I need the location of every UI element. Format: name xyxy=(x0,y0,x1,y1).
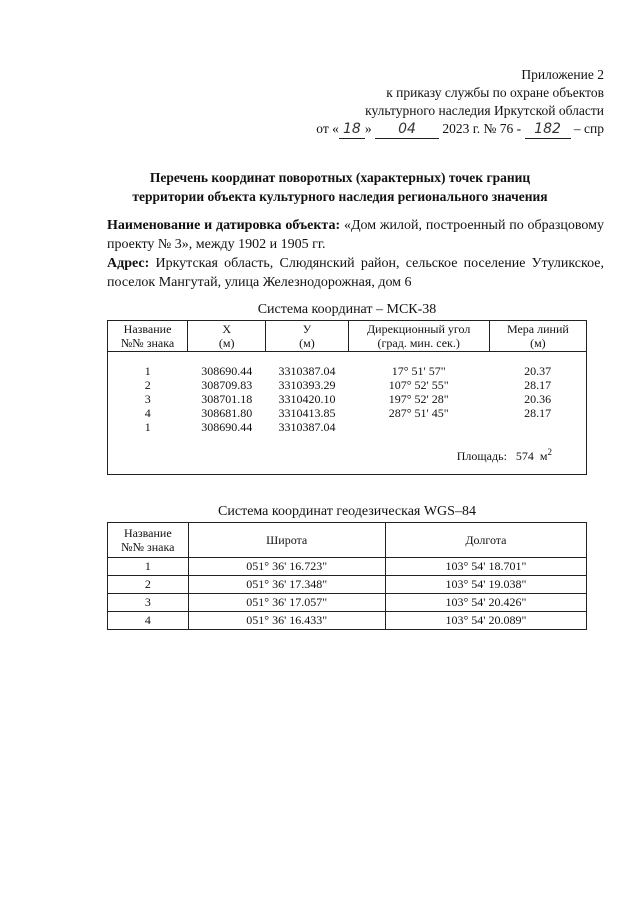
appendix-block xyxy=(316,66,604,139)
wgs-cell-number: 4 xyxy=(108,612,189,630)
msk-header-y: У (м) xyxy=(266,321,348,352)
wgs-cell-number: 2 xyxy=(108,576,189,594)
object-address-value: Иркутская область, Слюдянский район, сельское поселение Утуликское, поселок Мангутай, улица Железнодорожная, дом 6 xyxy=(107,256,604,290)
msk-cell-length: 28.17 xyxy=(524,406,552,420)
handwritten-day: 18 xyxy=(339,120,365,139)
msk-cell-number: 3 xyxy=(144,392,151,406)
appendix-org-line: культурного наследия Иркутской области xyxy=(365,103,604,118)
msk-cell-x: 308709.83 xyxy=(201,378,253,392)
msk-cell-number: 4 xyxy=(144,406,151,420)
msk-cell-angle: 287° 51' 45" xyxy=(388,406,449,420)
area-label: Площадь: xyxy=(456,449,507,463)
wgs-cell-longitude: 103° 54' 19.038" xyxy=(385,576,586,594)
wgs-cell-latitude: 051° 36' 17.057" xyxy=(188,594,385,612)
handwritten-number: 182 xyxy=(525,120,571,139)
date-prefix: от « xyxy=(316,121,339,136)
wgs-cell-latitude: 051° 36' 17.348" xyxy=(188,576,385,594)
msk-cell-length xyxy=(489,420,586,434)
msk-coordinates-table xyxy=(107,320,587,475)
wgs-cell-longitude: 103° 54' 20.089" xyxy=(385,612,586,630)
msk-cell-y: 3310387.04 xyxy=(278,364,336,378)
appendix-order-line: к приказу службы по охране объектов xyxy=(386,85,604,100)
area-unit-exponent: 2 xyxy=(547,447,552,457)
msk-cell-angle: 197° 52' 28" xyxy=(388,392,449,406)
table-row xyxy=(108,612,587,630)
table-row xyxy=(108,392,587,406)
heading-line-1: Перечень координат поворотных (характерных) точек границ xyxy=(149,170,531,185)
table-row xyxy=(108,406,587,420)
msk-header-x: X (м) xyxy=(188,321,266,352)
object-address-paragraph xyxy=(107,254,604,292)
year-number-text: 2023 г. № 76 - xyxy=(442,121,522,136)
msk-header-length: Мера линий (м) xyxy=(489,321,586,352)
object-name-value: «Дом жилой, построенный по образцовому проекту № 3», между 1902 и 1905 гг. xyxy=(107,218,605,252)
wgs-header-number: Название №№ знака xyxy=(108,523,189,558)
table-row xyxy=(108,364,587,378)
msk-cell-length: 20.36 xyxy=(524,392,552,406)
object-address-label: Адрес: xyxy=(107,256,150,271)
msk-cell-length: 20.37 xyxy=(524,364,552,378)
wgs-header-row xyxy=(108,523,587,558)
msk-cell-number: 2 xyxy=(144,378,151,392)
wgs-header-latitude: Широта xyxy=(188,523,385,558)
msk-area-row xyxy=(108,434,587,475)
table-row xyxy=(108,576,587,594)
wgs-cell-number: 3 xyxy=(108,594,189,612)
wgs-coordinates-table xyxy=(107,522,587,630)
date-mid: » xyxy=(364,121,372,136)
msk-cell-number: 1 xyxy=(144,420,151,434)
table-row xyxy=(108,558,587,576)
msk-caption: Система координат – МСК-38 xyxy=(257,302,437,317)
msk-cell-x: 308690.44 xyxy=(201,420,253,434)
table-row xyxy=(108,420,587,434)
msk-cell-x: 308681.80 xyxy=(201,406,253,420)
appendix-title: Приложение 2 xyxy=(521,67,604,82)
wgs-cell-number: 1 xyxy=(108,558,189,576)
msk-cell-x: 308690.44 xyxy=(201,364,253,378)
object-name-label: Наименование и датировка объекта: xyxy=(107,218,341,233)
msk-cell-y: 3310413.85 xyxy=(278,406,336,420)
msk-cell-y: 3310387.04 xyxy=(278,420,336,434)
heading-line-2: территории объекта культурного наследия регионального значения xyxy=(132,189,548,204)
area-unit: м xyxy=(539,449,548,463)
wgs-cell-latitude: 051° 36' 16.433" xyxy=(188,612,385,630)
msk-header-angle: Дирекционный угол (град. мин. сек.) xyxy=(348,321,489,352)
appendix-date-line xyxy=(316,120,604,139)
msk-cell-y: 3310393.29 xyxy=(278,378,336,392)
wgs-header-longitude: Долгота xyxy=(385,523,586,558)
msk-cell-length: 28.17 xyxy=(524,378,552,392)
msk-cell-angle: 107° 52' 55" xyxy=(388,378,449,392)
msk-cell-angle xyxy=(348,420,489,434)
msk-cell-y: 3310420.10 xyxy=(278,392,336,406)
wgs-cell-latitude: 051° 36' 16.723" xyxy=(188,558,385,576)
object-info xyxy=(107,216,604,292)
document-heading xyxy=(100,168,580,206)
wgs-caption: Система координат геодезическая WGS–84 xyxy=(218,504,476,519)
msk-header-number: Название №№ знака xyxy=(108,321,188,352)
object-name-paragraph xyxy=(107,216,604,254)
table-row xyxy=(108,594,587,612)
number-suffix: – спр xyxy=(573,121,604,136)
msk-area-cell xyxy=(108,434,587,475)
table-row xyxy=(108,378,587,392)
msk-header-row xyxy=(108,321,587,352)
wgs-cell-longitude: 103° 54' 20.426" xyxy=(385,594,586,612)
wgs-cell-longitude: 103° 54' 18.701" xyxy=(385,558,586,576)
msk-cell-x: 308701.18 xyxy=(201,392,253,406)
msk-cell-number: 1 xyxy=(144,364,151,378)
handwritten-month: 04 xyxy=(375,120,439,139)
area-value: 574 xyxy=(515,449,534,463)
msk-cell-angle: 17° 51' 57" xyxy=(391,364,446,378)
